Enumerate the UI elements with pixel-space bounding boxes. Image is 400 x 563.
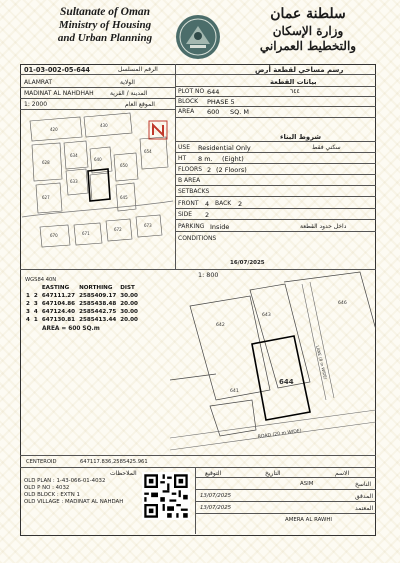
height-words: (Eight) [222, 155, 244, 163]
plot-plan-drawing [20, 270, 376, 455]
area-label: AREA [178, 108, 195, 115]
svg-text:430: 430 [100, 123, 108, 128]
plot-label: 644 [279, 378, 294, 386]
setbacks-label: SETBACKS [178, 188, 210, 195]
cell: 3 [33, 301, 38, 307]
svg-text:640: 640 [94, 157, 102, 162]
approver-date: 13/07/2025 [200, 505, 232, 511]
plot-info-title-ar: بيانات القطعة [270, 78, 317, 86]
header-ar-line3: والتخطيط العمراني [259, 38, 357, 53]
col-easting: EASTING [41, 285, 70, 291]
cell: 647104.86 [41, 301, 76, 307]
area-summary: AREA = 600 SQ.m [42, 326, 100, 332]
neighbor-643: 643 [262, 313, 271, 318]
use-label: USE [178, 144, 190, 151]
cell: 2 [26, 301, 30, 307]
svg-text:672: 672 [114, 227, 122, 232]
coordinate-reference: WGS84 40N [25, 277, 57, 283]
cell: 4 [33, 309, 38, 315]
neighbor-646: 646 [338, 301, 347, 306]
drafter-name: ASIM [300, 481, 314, 487]
lane-label: LANE (8 m WIDE) [315, 345, 329, 380]
cell: 647111.27 [41, 293, 76, 299]
centeroid-label: CENTEROID [26, 459, 57, 465]
block-label: BLOCK [178, 98, 199, 105]
header-arabic [238, 6, 378, 54]
header-en-line2: Ministry of Housing [58, 19, 152, 32]
col-dist: DIST [120, 285, 135, 291]
area-value: 600 [207, 108, 220, 116]
wilayat-label-ar: الولاية [120, 79, 135, 86]
north-arrow-icon [148, 120, 168, 140]
floors-value: 2 [207, 166, 212, 174]
area-name-value: MADINAT AL NAHDHAH [24, 90, 94, 97]
svg-text:628: 628 [42, 160, 50, 165]
approver-name: AMERA AL RAWHI [285, 517, 332, 523]
svg-text:671: 671 [82, 231, 90, 236]
checker-label-ar: المدقق [355, 493, 373, 500]
parking-label: PARKING [178, 223, 205, 230]
cell: 20.00 [120, 301, 138, 307]
plot-no-value: 644 [207, 88, 220, 96]
svg-text:673: 673 [144, 223, 152, 228]
cell: 1 [26, 293, 30, 299]
header-en-line1: Sultanate of Oman [59, 6, 151, 18]
b-area-label: B AREA [178, 177, 201, 184]
cell: 1 [33, 317, 38, 323]
plan-number-label-ar: الرقم المسلسل [118, 66, 158, 73]
old-p-no: OLD P NO : 4032 [24, 485, 70, 491]
qr-code-icon [142, 472, 190, 520]
svg-text:634: 634 [70, 153, 78, 158]
cell: 647130.81 [41, 317, 76, 323]
side-label: SIDE [178, 211, 192, 218]
cell: 30.00 [120, 293, 138, 299]
old-village: OLD VILLAGE : MADINAT AL NAHDAH [24, 499, 124, 505]
front-value: 4 [205, 200, 210, 208]
building-conditions-ar: شروط البناء [280, 133, 322, 141]
col-northing: NORTHING [79, 285, 113, 291]
name-label-ar: الاسم [335, 470, 350, 477]
height-value: 8 m. [198, 155, 213, 163]
svg-text:650: 650 [120, 163, 128, 168]
header-ar-line1: سلطنة عمان [270, 6, 346, 22]
checker-date: 13/07/2025 [200, 493, 232, 499]
site-label-ar: الموقع العام [125, 101, 155, 108]
area-name-label-ar: المدينة / القرية [110, 90, 148, 97]
parking-value-ar: داخل حدود القطعة [300, 223, 347, 230]
svg-text:420: 420 [50, 127, 58, 132]
floors-label: FLOORS [178, 166, 203, 173]
cell: 2585409.17 [79, 293, 117, 299]
height-label: HT [178, 155, 187, 162]
cell: 2585442.75 [79, 309, 117, 315]
old-block: OLD BLOCK : EXTN 1 [24, 492, 80, 498]
side-value: 2 [205, 211, 210, 219]
header-ar-line2: وزارة الإسكان [272, 23, 344, 38]
date-label-ar: التاريخ [265, 470, 281, 477]
cell: 20.00 [120, 317, 138, 323]
old-plan: OLD PLAN : 1-43-066-01-4032 [24, 478, 106, 484]
approver-label-ar: المعتمد [355, 505, 374, 512]
neighbor-642: 642 [216, 323, 225, 328]
document-title-ar: رسم مساحي لقطعة أرض [255, 66, 344, 74]
back-value: 2 [238, 200, 243, 208]
neighbor-641: 641 [230, 389, 239, 394]
cell: 30.00 [120, 309, 138, 315]
area-unit: SQ. M [230, 108, 249, 116]
drafter-label-ar: الناسخ [355, 481, 372, 488]
notes-label-ar: الملاحظات [110, 470, 137, 477]
use-value: Residential Only [198, 144, 251, 152]
wilayat-value: ALAMRAT [24, 79, 53, 86]
svg-text:654: 654 [144, 149, 152, 154]
plan-scale: 1: 800 [198, 271, 219, 279]
issue-date: 16/07/2025 [230, 260, 265, 266]
cell: 2 [33, 293, 38, 299]
front-label: FRONT [178, 200, 199, 207]
cell: 2585413.44 [79, 317, 117, 323]
svg-text:645: 645 [120, 195, 128, 200]
cell: 4 [26, 317, 30, 323]
road-label: ROAD (20 m WIDE) [257, 428, 302, 440]
plot-no-label: PLOT NO [178, 88, 205, 95]
svg-text:670: 670 [50, 233, 58, 238]
centeroid-value: 647117.836,2585425.961 [80, 459, 148, 465]
plot-no-ar: ٦٤٤ [290, 88, 300, 95]
header-english [40, 6, 170, 45]
header-en-line3: and Urban Planning [57, 31, 153, 44]
site-scale: 1: 2000 [24, 101, 48, 108]
cell: 3 [26, 309, 30, 315]
signature-label-ar: التوقيع [205, 470, 222, 477]
floors-words: (2 Floors) [216, 166, 247, 174]
ministry-emblem-icon [175, 14, 221, 60]
block-value: PHASE 5 [207, 98, 235, 106]
back-label: BACK [215, 200, 232, 207]
use-value-ar: سكني فقط [312, 144, 341, 151]
parking-value: Inside [210, 223, 230, 231]
plan-number: 01-03-002-05-644 [24, 66, 91, 74]
conditions-label: CONDITIONS [178, 235, 217, 242]
svg-text:633: 633 [70, 179, 78, 184]
cell: 2585438.48 [79, 301, 117, 307]
cell: 647124.40 [41, 309, 76, 315]
svg-text:627: 627 [42, 195, 50, 200]
